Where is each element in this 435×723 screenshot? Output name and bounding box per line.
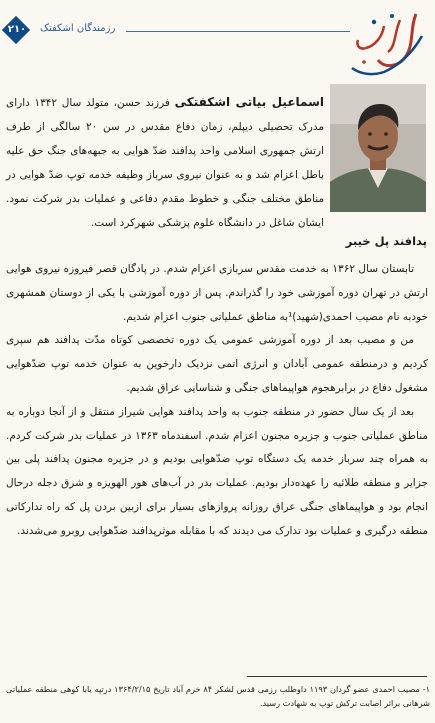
bio-text: فرزند حسن، متولد سال ۱۳۴۲ دارای مدرک تحصیلی دیپلم، زمان دفاع مقدس در سن ۲۰ سالگی از طرف ارتش جمهوری اسلامی واحد پدافند ضدّ هوایی به جبهه‌های جنگ حق علیه باطل اعزام شد و به عنوان نیروی سرباز وظیفه خدمه توپ ضدّ هوایی در مناطق مختلف جنگی و خطوط مقدم دفاعی و عملیات بدر شرکت نمود. ایشان شاغل در دانشگاه علوم پزشکی شهرکرد است. bbox=[6, 97, 324, 229]
magazine-logo bbox=[344, 6, 428, 78]
bio-paragraph bbox=[6, 90, 324, 235]
body-paragraph: تابستان سال ۱۳۶۲ به خدمت مقدس سربازی اعزام شدم. در پادگان قصر فیروزه نیروی هوایی ارتش در تهران دوره آموزشی خود را گذراندم. پس از دوره آموزشی با یکی از دوستان همشهری خودبه نام مصیب احمدی(شهید)¹به مناطق عملیاتی جنوب اعزام شدیم. bbox=[6, 263, 428, 323]
header-rule bbox=[126, 31, 350, 32]
footnote: ۱- مصیب احمدی عضو گردان ۱۱۹۳ داوطلب رزمی قدس لشکر ۸۴ خرم آباد تاریخ ۱۳۶۴/۲/۱۵ درتپه بابا کوهی منطقه عملیاتی شرهانی براثر اصابت ترکش توپ به شهادت رسید. bbox=[6, 684, 430, 708]
portrait-photo bbox=[330, 84, 426, 212]
body-paragraph: بعد از یک سال حضور در منطقه جنوب به واحد پدافند هوایی شیراز منتقل و از آنجا دوباره به مناطق عملیاتی جنوب و جزیره مجنون اعزام شدم. اسفندماه ۱۳۶۳ در عملیات بدر شرکت کردم. به همراه چند سرباز خدمه یک دستگاه توپ ضدّهوایی بودیم و در جزیره مجنون پدافند پلی بین جزایر و منطقه طلائیه را عهده‌دار بودیم. عملیات بدر در آب‌های هور الهویزه و شرق دجله درحال انجام بود و هواپیماهای جنگی عراق روزانه پروازهای بسیار برای ازبین بردن پل که راه تدارکاتی منطقه درگیری و عملیات بود تدارک می دیدند که با مقابله موثرپدافند ضدّهوایی روبرو می‌شدند. bbox=[6, 405, 428, 537]
magazine-title: رزمندگان اشکفتک bbox=[40, 23, 116, 34]
person-name: اسماعیل بیاتی اشکفتکی bbox=[174, 95, 324, 109]
article-body bbox=[6, 258, 428, 544]
page-number: ۲۱۰ bbox=[7, 24, 27, 35]
body-paragraph: من و مصیب بعد از دوره آموزشی عمومی یک دوره تخصصی کوتاه مدّت پدافند هم سپری کردیم و درمنطقه عمومی آبادان و انرژی اتمی نزدیک دارخوین به عنوان خدمه توپ ضدّهوایی مشغول دفاع در برابرهجوم هواپیماهای جنگی و شناسایی عراق شدیم. bbox=[6, 334, 428, 394]
footnote-rule bbox=[247, 676, 427, 677]
section-title: پدافند پل خیبر bbox=[345, 234, 427, 248]
